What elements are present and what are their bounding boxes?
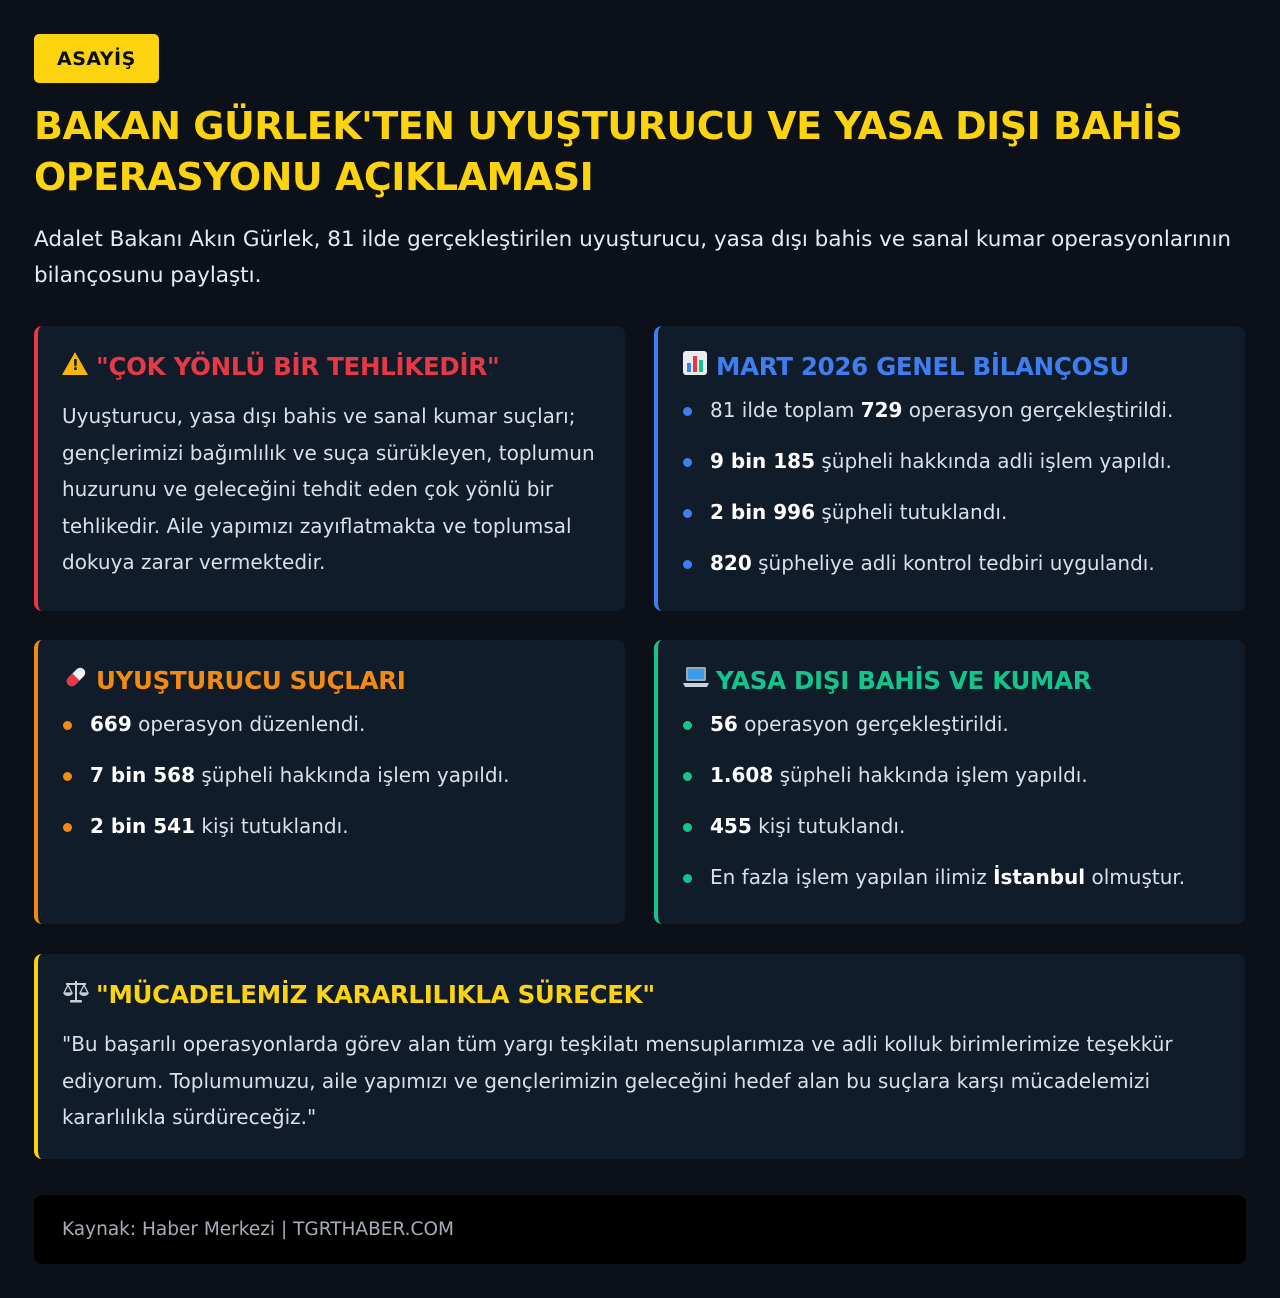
list-item-text: olmuştur. xyxy=(1085,865,1186,889)
quote-card xyxy=(34,954,1245,1159)
quote-card-title: "MÜCADELEMİZ KARARLILIKLA SÜRECEK" xyxy=(96,979,655,1009)
list-item-text: şüpheliye adli kontrol tedbiri uygulandı. xyxy=(751,551,1155,575)
laptop-icon xyxy=(682,665,716,695)
list-item xyxy=(682,813,1221,840)
list-item-text: En fazla işlem yapılan ilimiz xyxy=(710,865,994,889)
list-item xyxy=(62,762,601,789)
drugs-card-title: UYUŞTURUCU SUÇLARI xyxy=(96,665,406,695)
summary-list xyxy=(682,397,1221,577)
list-item xyxy=(682,397,1221,424)
list-item-text: kişi tutuklandı. xyxy=(195,814,349,838)
list-item-value: 729 xyxy=(860,398,903,422)
pill-icon xyxy=(62,663,96,697)
danger-card-header xyxy=(62,348,601,384)
scales-icon xyxy=(62,978,96,1010)
list-item-value: 455 xyxy=(710,814,752,838)
drugs-card-header xyxy=(62,662,601,698)
list-item xyxy=(62,813,601,840)
list-item-text: şüpheli hakkında işlem yapıldı. xyxy=(195,763,510,787)
list-item-text: şüpheli hakkında adli işlem yapıldı. xyxy=(815,449,1172,473)
summary-card xyxy=(654,326,1245,611)
list-item-text: 81 ilde toplam xyxy=(710,398,861,422)
list-item-value: 820 xyxy=(710,551,752,575)
gambling-card-title: YASA DIŞI BAHİS VE KUMAR xyxy=(716,665,1092,695)
drugs-list xyxy=(62,711,601,840)
list-item-text: operasyon gerçekleştirildi. xyxy=(902,398,1174,422)
summary-card-title: MART 2026 GENEL BİLANÇOSU xyxy=(716,351,1130,381)
list-item-value: 56 xyxy=(710,712,738,736)
danger-card xyxy=(34,326,625,611)
list-item xyxy=(682,762,1221,789)
list-item-value: 2 bin 996 xyxy=(710,500,815,524)
list-item-text: kişi tutuklandı. xyxy=(751,814,906,838)
list-item-value: 1.608 xyxy=(710,763,774,787)
gambling-card-header xyxy=(682,662,1221,698)
list-item-text: operasyon gerçekleştirildi. xyxy=(737,712,1009,736)
list-item-value: 7 bin 568 xyxy=(90,763,195,787)
warning-icon xyxy=(62,352,96,381)
summary-card-header xyxy=(682,348,1221,384)
quote-card-text: "Bu başarılı operasyonlarda görev alan tüm yargı teşkilatı mensuplarımıza ve adli kolluk birimlerimize teşekkür ediyorum. Toplumumuzu, aile yapımızı ve gençlerimizin geleceğini hedef alan bu suçlara karşı mücadelemizi kararlılıkla sürdüreceğiz." xyxy=(62,1032,1173,1129)
category-badge: ASAYİŞ xyxy=(34,34,159,83)
page-title: BAKAN GÜRLEK'TEN UYUŞTURUCU VE YASA DIŞI BAHİS OPERASYONU AÇIKLAMASI xyxy=(34,104,1183,199)
list-item xyxy=(682,711,1221,738)
danger-card-title: "ÇOK YÖNLÜ BİR TEHLİKEDİR" xyxy=(96,351,500,381)
bar-chart-icon xyxy=(682,350,716,382)
list-item-text: operasyon düzenlendi. xyxy=(131,712,366,736)
list-item xyxy=(682,550,1221,577)
danger-card-text: Uyuşturucu, yasa dışı bahis ve sanal kumar suçları; gençlerimizi bağımlılık ve suça sürükleyen, toplumun huzurunu ve geleceğini tehdit eden çok yönlü bir tehlikedir. Aile yapımızı zayıflatmakta ve toplumsal dokuya zarar vermektedir. xyxy=(62,404,595,574)
quote-card-header xyxy=(62,976,1221,1012)
list-item-value: 669 xyxy=(90,712,132,736)
list-item xyxy=(682,448,1221,475)
list-item-value: İstanbul xyxy=(993,865,1086,889)
gambling-card xyxy=(654,640,1245,924)
lead-paragraph: Adalet Bakanı Akın Gürlek, 81 ilde gerçekleştirilen uyuşturucu, yasa dışı bahis ve sanal kumar operasyonlarının bilançosunu paylaştı. xyxy=(34,227,1232,288)
list-item-value: 9 bin 185 xyxy=(710,449,815,473)
drugs-card xyxy=(34,640,625,924)
list-item xyxy=(62,711,601,738)
source-footer: Kaynak: Haber Merkezi | TGRTHABER.COM xyxy=(34,1195,1246,1264)
list-item xyxy=(682,499,1221,526)
gambling-list xyxy=(682,711,1221,891)
list-item xyxy=(682,864,1221,891)
list-item-value: 2 bin 541 xyxy=(90,814,195,838)
list-item-text: şüpheli hakkında işlem yapıldı. xyxy=(773,763,1088,787)
list-item-text: şüpheli tutuklandı. xyxy=(815,500,1008,524)
